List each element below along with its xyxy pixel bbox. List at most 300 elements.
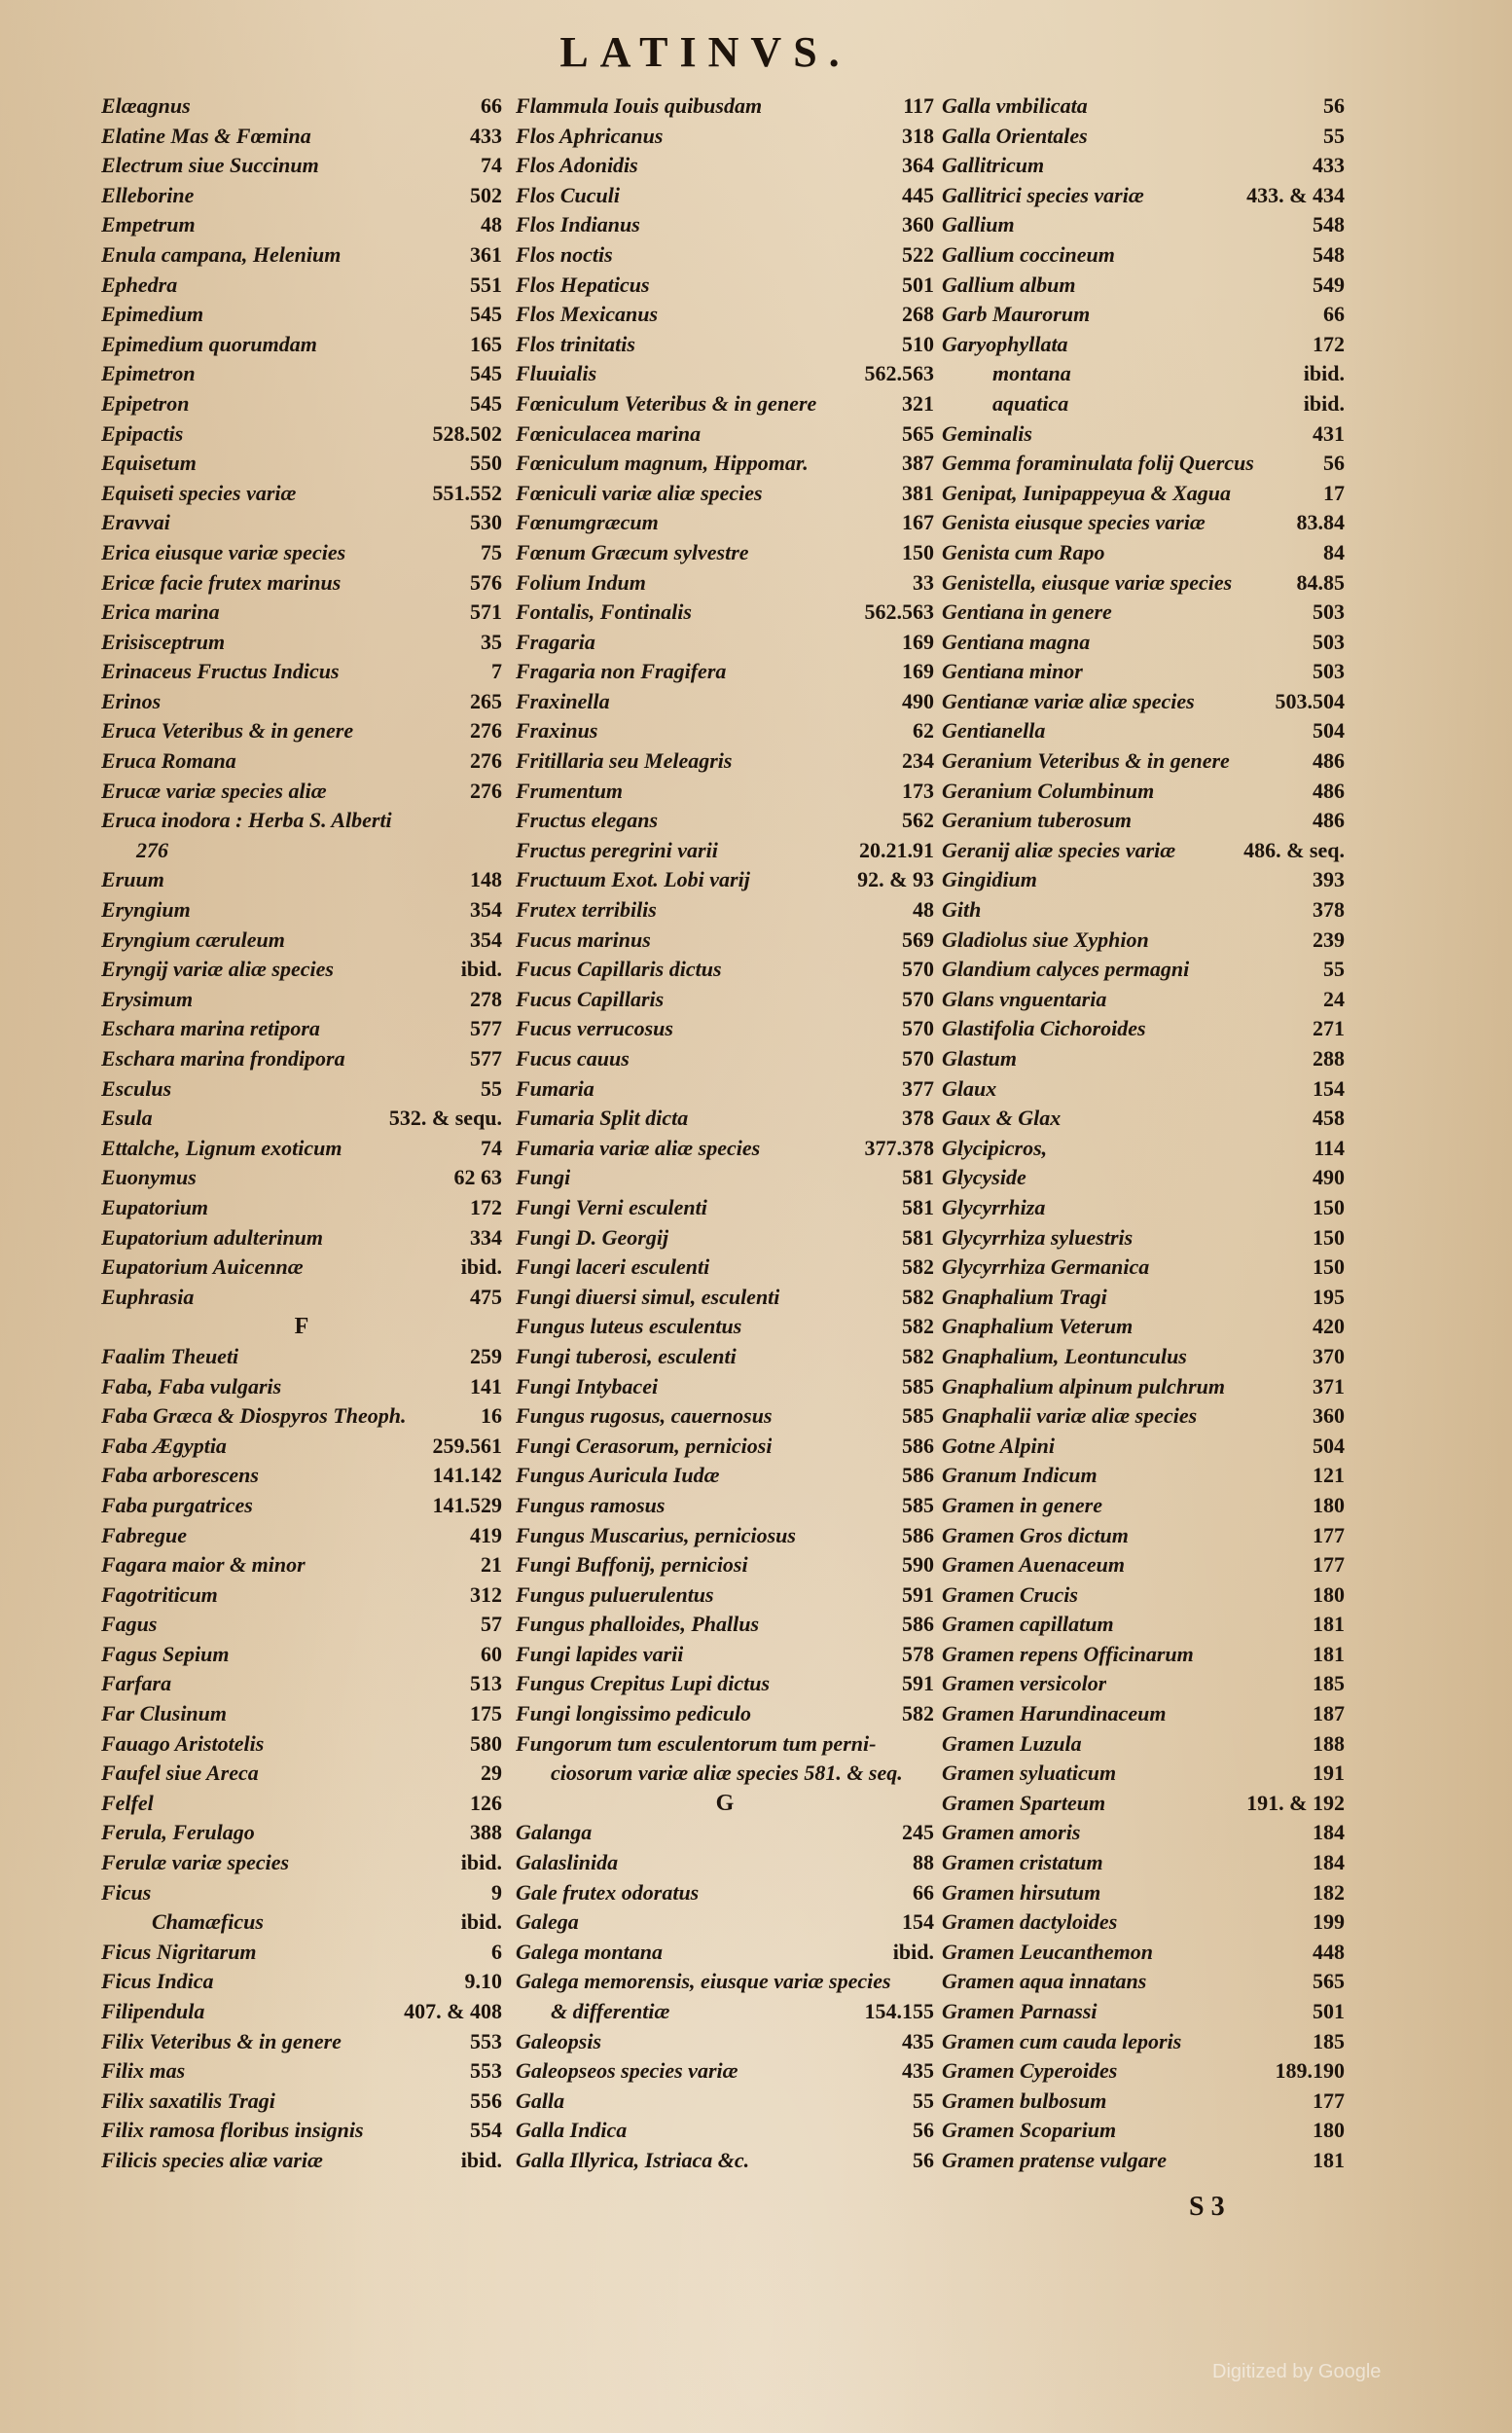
entry-term: Eryngij variæ aliæ species [101, 957, 334, 982]
entry-page-ref: 169 [902, 629, 934, 654]
entry-term: Ferulæ variæ species [101, 1850, 290, 1875]
entry-page-ref: 393 [1313, 867, 1345, 892]
entry-term: Eryngium [101, 897, 191, 923]
entry-term: Galla [516, 2088, 565, 2113]
index-entry [101, 1550, 502, 1580]
entry-term: & differentiæ [551, 1999, 670, 2023]
entry-page-ref: 9 [491, 1879, 502, 1905]
section-letter: F [294, 1314, 309, 1340]
index-entry [942, 1938, 1345, 1968]
index-entry [516, 1044, 934, 1074]
entry-term: Fagotriticum [101, 1581, 218, 1607]
entry-page-ref: 591 [902, 1671, 934, 1696]
index-entry [942, 1907, 1345, 1938]
index-entry [516, 1907, 934, 1938]
entry-page-ref: ibid. [1303, 361, 1345, 386]
entry-term: Gramen capillatum [942, 1612, 1114, 1637]
entry-term: Gentiana in genere [942, 599, 1112, 625]
entry-page-ref: 278 [470, 986, 502, 1011]
entry-page-ref: 188 [1313, 1730, 1345, 1756]
index-entry [101, 746, 502, 777]
entry-page-ref: 17 [1323, 480, 1345, 505]
entry-term: Fœnum Græcum sylvestre [516, 539, 749, 564]
digitization-watermark: Digitized by Google [1212, 2361, 1382, 2382]
entry-page-ref: 501 [902, 272, 934, 297]
entry-page-ref: 234 [902, 748, 934, 774]
entry-page-ref: 582 [902, 1701, 934, 1726]
entry-term: Epipetron [101, 390, 190, 416]
entry-page-ref: 55 [1323, 957, 1345, 982]
entry-term: Fungi tuberosi, esculenti [516, 1343, 737, 1368]
entry-term: Granum Indicum [942, 1463, 1098, 1488]
index-entry [942, 151, 1345, 181]
index-entry [516, 1818, 934, 1848]
index-entry [101, 508, 502, 538]
index-entry [942, 1818, 1345, 1848]
index-entry [942, 419, 1345, 450]
entry-term: Fucus Capillaris dictus [516, 957, 722, 982]
entry-page-ref: 56 [913, 2147, 934, 2172]
entry-term: Fungi lapides varii [516, 1641, 684, 1666]
entry-page-ref: 381 [902, 480, 934, 505]
index-entry [516, 508, 934, 538]
index-entry [516, 1699, 934, 1729]
entry-page-ref: 20.21.91 [859, 837, 934, 862]
entry-page-ref: 177 [1313, 2088, 1345, 2113]
index-entry [942, 598, 1345, 628]
entry-page-ref: 56 [1323, 451, 1345, 476]
entry-term: Erisisceptrum [101, 629, 226, 654]
index-entry [942, 1104, 1345, 1134]
entry-page-ref: 545 [470, 361, 502, 386]
entry-term: Epipactis [101, 420, 184, 446]
entry-page-ref: 562 [902, 808, 934, 833]
index-entry [101, 598, 502, 628]
entry-page-ref: 562.563 [864, 599, 934, 625]
index-entry [942, 538, 1345, 568]
entry-page-ref: 577 [470, 1016, 502, 1041]
index-entry [101, 1848, 502, 1878]
index-entry [516, 1312, 934, 1342]
entry-term: Geranium tuberosum [942, 808, 1132, 833]
entry-page-ref: 378 [902, 1106, 934, 1131]
entry-page-ref: 141 [470, 1373, 502, 1398]
index-entry [942, 1432, 1345, 1462]
entry-term: Ephedra [101, 272, 178, 297]
entry-term: Ficus Nigritarum [101, 1939, 257, 1964]
index-entry [942, 91, 1345, 122]
entry-term: Epimedium quorumdam [101, 331, 317, 356]
index-entry [101, 865, 502, 895]
entry-page-ref: 578 [902, 1641, 934, 1666]
entry-page-ref: 510 [902, 331, 934, 356]
entry-page-ref: 565 [902, 420, 934, 446]
index-entry [942, 777, 1345, 807]
index-column-2 [516, 91, 934, 2176]
entry-page-ref: 581 [902, 1224, 934, 1250]
entry-term: Gramen Luzula [942, 1730, 1082, 1756]
entry-page-ref: 56 [1323, 93, 1345, 118]
index-entry [516, 1848, 934, 1878]
entry-page-ref: 84 [1323, 539, 1345, 564]
entry-page-ref: 189.190 [1275, 2058, 1345, 2084]
index-entry [942, 330, 1345, 360]
entry-page-ref: 371 [1313, 1373, 1345, 1398]
entry-term: Fraxinus [516, 718, 598, 744]
entry-page-ref: 486. & seq. [1243, 837, 1345, 862]
entry-page-ref: 551.552 [432, 480, 502, 505]
entry-page-ref: 435 [902, 2058, 934, 2084]
entry-term: Filix saxatilis Tragi [101, 2088, 275, 2113]
entry-term: Elæagnus [101, 93, 191, 118]
entry-term: Glans vnguentaria [942, 986, 1107, 1011]
entry-term: Erucæ variæ species aliæ [101, 778, 327, 803]
index-entry [942, 1640, 1345, 1670]
entry-page-ref: 239 [1313, 926, 1345, 952]
entry-page-ref: 586 [902, 1612, 934, 1637]
entry-term: Fucus marinus [516, 926, 651, 952]
entry-page-ref: 141.142 [432, 1463, 502, 1488]
entry-term: Esula [101, 1106, 153, 1131]
entry-page-ref: 48 [913, 897, 934, 923]
entry-page-ref: 388 [470, 1820, 502, 1845]
index-entry [101, 1699, 502, 1729]
entry-page-ref: ibid. [460, 1909, 502, 1935]
entry-term: Fungi Verni esculenti [516, 1194, 707, 1219]
entry-page-ref: 582 [902, 1314, 934, 1339]
entry-page-ref: 60 [481, 1641, 502, 1666]
entry-term: Gramen in genere [942, 1492, 1102, 1517]
entry-term: Fœniculi variæ aliæ species [516, 480, 763, 505]
entry-term: Galeopsis [516, 2028, 601, 2053]
entry-page-ref: 590 [902, 1552, 934, 1578]
index-entry [942, 955, 1345, 985]
entry-page-ref: 591 [902, 1581, 934, 1607]
index-entry [516, 865, 934, 895]
entry-term: Frutex terribilis [516, 897, 657, 923]
entry-term: Eupatorium adulterinum [101, 1224, 324, 1250]
entry-term: Epimedium [101, 302, 204, 327]
index-entry [516, 1074, 934, 1105]
entry-page-ref: 74 [481, 153, 502, 178]
entry-page-ref: 433 [1313, 153, 1345, 178]
entry-term: Flos Indianus [516, 212, 640, 237]
index-entry [942, 1699, 1345, 1729]
entry-page-ref: ibid. [460, 1254, 502, 1280]
entry-term: Enula campana, Helenium [101, 241, 342, 267]
index-entry [101, 1789, 502, 1819]
entry-page-ref: 532. & sequ. [388, 1106, 502, 1131]
entry-term: Garb Maurorum [942, 302, 1091, 327]
entry-term: Gramen versicolor [942, 1671, 1107, 1696]
index-entry [516, 240, 934, 271]
index-entry [942, 1074, 1345, 1105]
entry-term: Fagara maior & minor [101, 1552, 306, 1578]
entry-term: Fagus Sepium [101, 1641, 230, 1666]
index-entry [942, 1044, 1345, 1074]
entry-page-ref: 57 [481, 1612, 502, 1637]
entry-page-ref: 167 [902, 510, 934, 535]
entry-page-ref: 172 [470, 1194, 502, 1219]
index-entry [516, 419, 934, 450]
entry-term: Glycyrrhiza Germanica [942, 1254, 1150, 1280]
index-entry [942, 1342, 1345, 1372]
index-entry [101, 895, 502, 926]
entry-page-ref: 431 [1313, 420, 1345, 446]
entry-term: Fungi D. Georgij [516, 1224, 669, 1250]
entry-term: Faba Ægyptia [101, 1433, 227, 1458]
index-entry [101, 1253, 502, 1283]
entry-page-ref: 276 [470, 778, 502, 803]
entry-term: Fluuialis [516, 361, 597, 386]
entry-term: Fucus Capillaris [516, 986, 665, 1011]
entry-term: Felfel [101, 1790, 154, 1815]
entry-page-ref: 549 [1313, 272, 1345, 297]
entry-term: Filix ramosa floribus insignis [101, 2118, 364, 2143]
entry-page-ref: ibid. [460, 957, 502, 982]
entry-page-ref: 458 [1313, 1106, 1345, 1131]
entry-term: Gale frutex odoratus [516, 1879, 700, 1905]
entry-term: Fritillaria seu Meleagris [516, 748, 733, 774]
index-entry [101, 1401, 502, 1432]
entry-page-ref: 185 [1313, 2028, 1345, 2053]
entry-term: ciosorum variæ aliæ species 581. & seq. [551, 1761, 903, 1786]
index-entry [942, 1283, 1345, 1313]
entry-term: Fragaria [516, 629, 595, 654]
entry-page-ref: 576 [470, 569, 502, 595]
index-entry [101, 1669, 502, 1699]
index-entry [101, 300, 502, 330]
entry-term: Fungus phalloides, Phallus [516, 1612, 760, 1637]
index-entry [101, 2087, 502, 2117]
index-entry [942, 479, 1345, 509]
index-entry [516, 210, 934, 240]
entry-term: Fœniculacea marina [516, 420, 702, 446]
entry-page-ref: 548 [1313, 212, 1345, 237]
entry-page-ref: 586 [902, 1463, 934, 1488]
entry-page-ref: 56 [913, 2118, 934, 2143]
entry-term: Gramen Harundinaceum [942, 1701, 1167, 1726]
index-entry [516, 657, 934, 687]
entry-term: Flammula Iouis quibusdam [516, 93, 763, 118]
index-entry [516, 1461, 934, 1491]
entry-term: Far Clusinum [101, 1701, 228, 1726]
entry-term: Fœnumgræcum [516, 510, 659, 535]
entry-term: Gramen bulbosum [942, 2088, 1107, 2113]
index-entry [101, 389, 502, 419]
index-column-1 [101, 91, 502, 2176]
entry-page-ref: 173 [902, 778, 934, 803]
entry-page-ref: 288 [1313, 1046, 1345, 1071]
section-letter: G [715, 1790, 735, 1816]
entry-page-ref: 154 [1313, 1075, 1345, 1101]
entry-page-ref: 245 [902, 1820, 934, 1845]
index-entry [516, 746, 934, 777]
entry-term: Gramen syluaticum [942, 1761, 1117, 1786]
index-entry [516, 1104, 934, 1134]
entry-page-ref: 74 [481, 1135, 502, 1160]
index-entry [101, 628, 502, 658]
index-entry [942, 1848, 1345, 1878]
entry-term: Ferula, Ferulago [101, 1820, 255, 1845]
index-entry [516, 955, 934, 985]
entry-page-ref: 503.504 [1275, 688, 1345, 713]
entry-page-ref: 83.84 [1296, 510, 1345, 535]
entry-page-ref: 114 [1314, 1135, 1345, 1160]
entry-page-ref: 268 [902, 302, 934, 327]
entry-page-ref: 486 [1313, 748, 1345, 774]
index-entry [942, 926, 1345, 956]
entry-term: Geranij aliæ species variæ [942, 837, 1176, 862]
entry-page-ref: 504 [1313, 1433, 1345, 1458]
index-entry [516, 598, 934, 628]
entry-term: Geranium Columbinum [942, 778, 1155, 803]
index-entry [101, 926, 502, 956]
entry-page-ref: 181 [1313, 1612, 1345, 1637]
index-entry [516, 985, 934, 1015]
entry-term: Gnaphalium Tragi [942, 1284, 1107, 1309]
entry-term: Gentiana minor [942, 659, 1083, 684]
index-entry [101, 122, 502, 152]
entry-term: Fungus Crepitus Lupi dictus [516, 1671, 771, 1696]
index-entry [942, 2116, 1345, 2146]
index-entry [516, 122, 934, 152]
entry-term: Gentianæ variæ aliæ species [942, 688, 1195, 713]
index-entry [101, 1521, 502, 1551]
entry-page-ref: 195 [1313, 1284, 1345, 1309]
entry-page-ref: 150 [1313, 1194, 1345, 1219]
index-entry [516, 1610, 934, 1640]
entry-term: Gnaphalium Veterum [942, 1314, 1134, 1339]
entry-page-ref: 503 [1313, 599, 1345, 625]
entry-page-ref: 582 [902, 1284, 934, 1309]
entry-term: Flos Mexicanus [516, 302, 659, 327]
index-entry [516, 1521, 934, 1551]
entry-term: Gramen hirsutum [942, 1879, 1101, 1905]
index-entry [516, 330, 934, 360]
index-entry [101, 1014, 502, 1044]
entry-page-ref: 530 [470, 510, 502, 535]
entry-term: Galega [516, 1909, 579, 1935]
entry-page-ref: 177 [1313, 1552, 1345, 1578]
entry-page-ref: 501 [1313, 1999, 1345, 2023]
entry-page-ref: 354 [470, 926, 502, 952]
entry-page-ref: 581 [902, 1165, 934, 1190]
entry-term: Erinaceus Fructus Indicus [101, 659, 340, 684]
entry-page-ref: 75 [481, 539, 502, 564]
entry-page-ref: ibid. [460, 2147, 502, 2172]
entry-term: Eupatorium [101, 1194, 209, 1219]
entry-term: Fungus Muscarius, perniciosus [516, 1522, 796, 1547]
index-entry [942, 865, 1345, 895]
index-entry [516, 271, 934, 301]
entry-term: Eschara marina frondipora [101, 1046, 345, 1071]
entry-term: Flos Adonidis [516, 153, 638, 178]
index-entry [101, 1938, 502, 1968]
entry-page-ref: 66 [481, 93, 502, 118]
entry-page-ref: 569 [902, 926, 934, 952]
index-entry [516, 1878, 934, 1908]
index-entry [942, 1163, 1345, 1193]
index-entry [516, 687, 934, 717]
entry-term: Gramen dactyloides [942, 1909, 1118, 1935]
entry-term: Chamæficus [152, 1909, 264, 1935]
entry-page-ref: 29 [481, 1761, 502, 1786]
index-entry [101, 479, 502, 509]
index-entry [516, 449, 934, 479]
entry-term: Fungi Intybacei [516, 1373, 659, 1398]
entry-page-ref: 581 [902, 1194, 934, 1219]
entry-term: Gentianella [942, 718, 1046, 744]
entry-page-ref: 513 [470, 1671, 502, 1696]
entry-page-ref: 185 [1313, 1671, 1345, 1696]
entry-term: Glycyside [942, 1165, 1026, 1190]
entry-term: Erica marina [101, 599, 220, 625]
index-entry [516, 538, 934, 568]
entry-term: Gramen pratense vulgare [942, 2147, 1167, 2172]
index-entry [516, 716, 934, 746]
entry-page-ref: 562.563 [864, 361, 934, 386]
entry-term: Equiseti species variæ [101, 480, 297, 505]
index-entry [101, 1372, 502, 1402]
index-entry [942, 1759, 1345, 1789]
entry-term: Genista eiusque species variæ [942, 510, 1206, 535]
index-entry [516, 1997, 934, 2027]
entry-term: Filix mas [101, 2058, 186, 2084]
index-entry [101, 716, 502, 746]
entry-page-ref: 191 [1313, 1761, 1345, 1786]
entry-page-ref: ibid. [892, 1939, 934, 1964]
index-entry [942, 628, 1345, 658]
entry-page-ref: 553 [470, 2058, 502, 2084]
index-entry [942, 300, 1345, 330]
entry-page-ref: 199 [1313, 1909, 1345, 1935]
entry-term: Fungi Cerasorum, perniciosi [516, 1433, 773, 1458]
entry-page-ref: 445 [902, 182, 934, 207]
entry-page-ref: 548 [1313, 241, 1345, 267]
entry-term: Fungus luteus esculentus [516, 1314, 742, 1339]
entry-page-ref: 582 [902, 1254, 934, 1280]
entry-term: Gramen Scoparium [942, 2118, 1117, 2143]
entry-page-ref: 180 [1313, 1492, 1345, 1517]
entry-term: Filipendula [101, 1999, 205, 2023]
entry-term: Fumaria variæ aliæ species [516, 1135, 761, 1160]
index-entry [101, 1967, 502, 1997]
entry-page-ref: 334 [470, 1224, 502, 1250]
entry-page-ref: 16 [481, 1403, 502, 1429]
index-entry [516, 1401, 934, 1432]
entry-page-ref: 502 [470, 182, 502, 207]
index-entry [516, 1967, 934, 1997]
index-entry [516, 389, 934, 419]
entry-page-ref: 66 [913, 1879, 934, 1905]
entry-page-ref: 259 [470, 1343, 502, 1368]
entry-page-ref: 370 [1313, 1343, 1345, 1368]
entry-page-ref: 586 [902, 1433, 934, 1458]
entry-term: Esculus [101, 1075, 172, 1101]
entry-page-ref: 553 [470, 2028, 502, 2053]
index-entry [101, 1610, 502, 1640]
entry-page-ref: 433 [470, 123, 502, 148]
index-entry [516, 628, 934, 658]
entry-page-ref: 556 [470, 2088, 502, 2113]
index-entry [516, 1729, 934, 1760]
index-entry [101, 1283, 502, 1313]
entry-term: Eupatorium Auicennæ [101, 1254, 304, 1280]
index-entry [942, 449, 1345, 479]
entry-term: Galla Illyrica, Istriaca &c. [516, 2147, 750, 2172]
index-entry [101, 1134, 502, 1164]
